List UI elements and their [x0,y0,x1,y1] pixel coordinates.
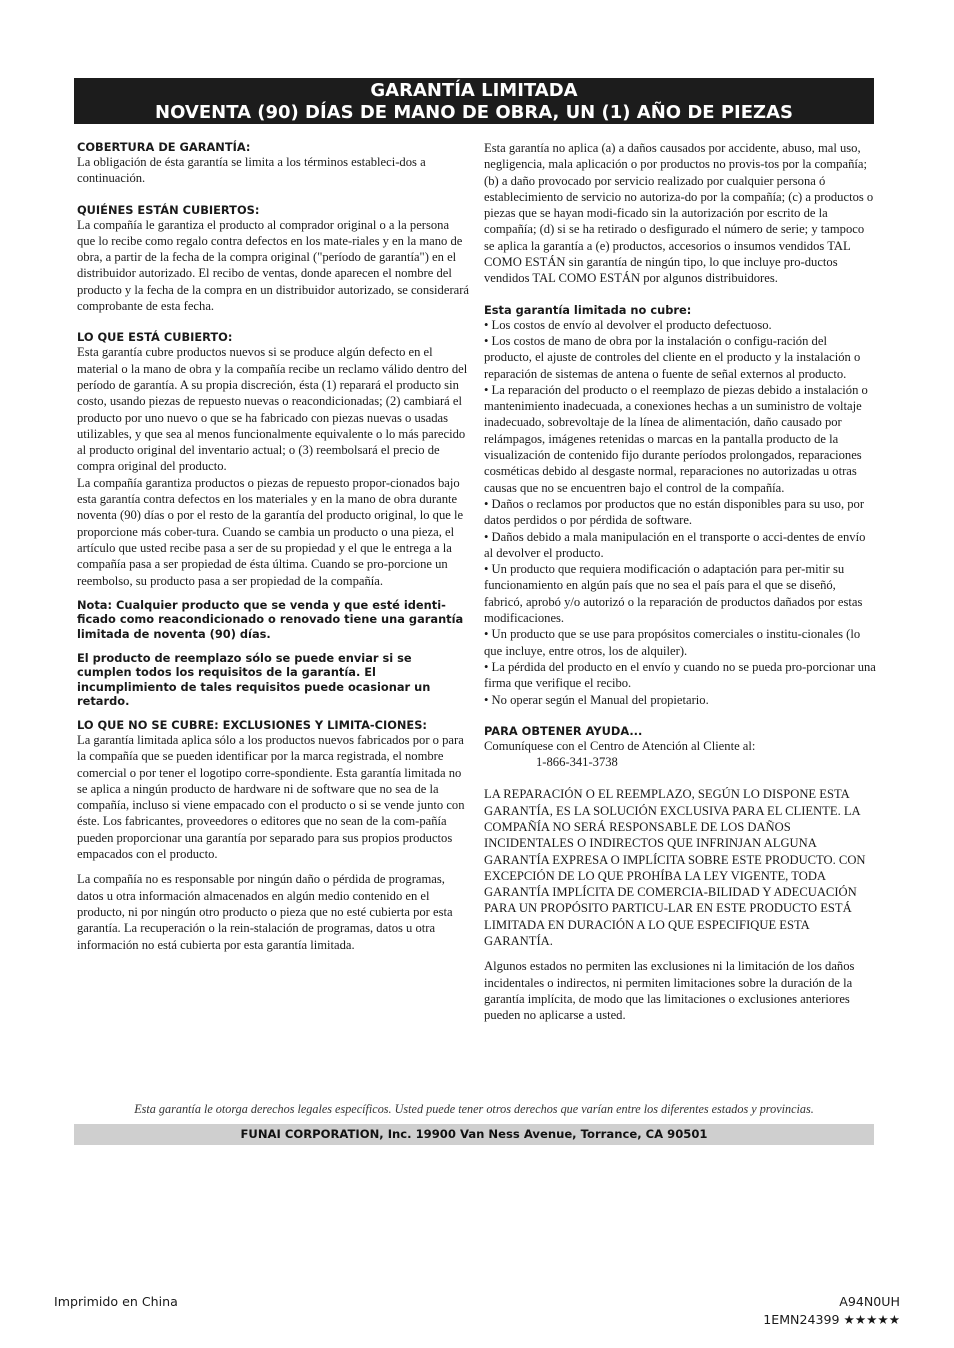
title-line2: NOVENTA (90) DÍAS DE MANO DE OBRA, UN (1) AÑO DE PIEZAS [155,102,793,123]
list-item: • Daños o reclamos por productos que no están disponibles para su uso, por datos perdidos o por pérdida de software. [484,496,865,528]
quienes-text: La compañía le garantiza el producto al comprador original o a la persona que lo recibe como regalo contra defectos en los mate-riales y en la mano de obra, a partir de la fecha de la compra original ("período de garantía") en el distribuidor autorizado. El recibo de ventas, donde aparecen el nombre del producto y la fecha de la compra en un distribuidor autorizado, se considerará comprobante de esta fecha. [77,217,470,314]
list-item: • Los costos de mano de obra por la instalación o configu-ración del producto, el ajuste de controles del cliente en el producto y la instalación o reparación de sistemas de antena o fuente de señal externos al producto. [484,333,861,381]
list-item: • No operar según el Manual del propietario. [484,692,709,707]
left-column [77,140,469,953]
printed-in: Imprimido en China [54,1294,178,1309]
title-line1: GARANTÍA LIMITADA [370,80,578,101]
phone-number: 1-866-341-3738 [536,755,618,770]
exclusiones-text-1: La garantía limitada aplica sólo a los productos nuevos fabricados por o para la compañía que se pueden identificar por la marca registrada, el nombre comercial o por tener el logotipo corre-spondiente. Esta garantía limitada no se aplica a ningún producto de hardware ni de software que no sea de la compañía, incluso si viene empacado con el producto o si se vende junto con éste. Los fabricantes, proveedores o editores que no sean de la com-pañía pueden proporcionar una garantía por separado para sus propios productos empacados con el producto. [77,732,465,862]
list-item: • La reparación del producto o el reemplazo de piezas debido a instalación o mantenimiento inadecuada, a conexiones hechas a un suministro de voltaje inadecuado, sobrevoltaje de la línea de alimentación, daño causado por relámpagos, imágenes retenidas o marcas en la pantalla producto de la visualización de contenido fijo durante períodos prolongados, reparaciones cosméticas debido al desgaste normal, reparaciones no autorizadas u otras causas que no se encuentren bajo el control de la compañía. [484,382,868,495]
list-item: • Daños debido a mala manipulación en el transporte o acci-dentes de envío al devolver el producto. [484,529,866,560]
nota-text: Nota: Cualquier producto que se venda y que esté identi-ficado como reacondicionado o renovado tiene una garantía limitada de noventa (90) días. [77,597,464,642]
rights-disclaimer: Esta garantía le otorga derechos legales específicos. Usted puede tener otros derechos que varían entre los diferentes estados y provincias. [134,1102,814,1116]
ayuda-text: Comuníquese con el Centro de Atención al Cliente al: [484,738,756,753]
no-cubre-list [484,317,876,708]
quienes-heading: QUIÉNES ESTÁN CUBIERTOS: [77,202,260,217]
cobertura-text: La obligación de ésta garantía se limita a los términos estableci-dos a continuación. [77,155,426,186]
cubierto-heading: LO QUE ESTÁ CUBIERTO: [77,330,233,345]
doc-code-secondary: 1EMN24399 ★★★★★ [763,1312,900,1327]
list-item: • Un producto que requiera modificación o adaptación para per-mitir su funcionamiento en algún país que no sea el país para el que se diseñó, fabricó, aprobó y/o autorizó o la reparación de productos dañados por estas modificaciones. [484,562,863,626]
right-column [484,140,876,1024]
reemplazo-text: El producto de reemplazo sólo se puede enviar si se cumplen todos los requisitos de la garantía. El incumplimiento de tales requisitos puede ocasionar un retardo. [77,650,431,709]
company-bar: FUNAI CORPORATION, Inc. 19900 Van Ness Avenue, Torrance, CA 90501 [74,1124,874,1145]
ayuda-heading: PARA OBTENER AYUDA... [484,723,643,738]
caps-disclaimer: LA REPARACIÓN O EL REEMPLAZO, SEGÚN LO DISPONE ESTA GARANTÍA, ES LA SOLUCIÓN EXCLUSIVA PARA EL CLIENTE. LA COMPAÑÍA NO SERÁ RESPONSABLE DE LOS DAÑOS INCIDENTALES O INDIRECTOS QUE INFRINJAN ALGUNA GARANTÍA EXPRESA O IMPLÍCITA SOBRE ESTE PRODUCTO. CON EXCEPCIÓN DE LO QUE PROHÍBA LA LEY VIGENTE, TODA GARANTÍA IMPLÍCITA DE COMERCIA-BILIDAD Y ADECUACIÓN PARA UN PROPÓSITO PARTICU-LAR EN ESTE PRODUCTO ESTÁ LIMITADA EN DURACIÓN A LO QUE ESPECIFIQUE ESTA GARANTÍA. [484,787,866,949]
cubierto-text-1: Esta garantía cubre productos nuevos si se produce algún defecto en el material o la mano de obra y la compañía recibe un reclamo válido dentro del período de garantía. A su propia discreción, ésta (1) reparará el producto sin costo, usando piezas de repuesto nuevas o reacondicionadas; (2) cambiará el producto por uno nuevo o que se ha fabricado con piezas nuevas o usadas utilizables, y que sea al menos funcionalmente equivalente o lo más parecido al producto original del inventario actual; o (3) reembolsará el precio de compra original del producto. [77,345,468,474]
title-banner [74,78,874,124]
no-cubre-heading: Esta garantía limitada no cubre: [484,302,692,317]
estados-text: Algunos estados no permiten las exclusiones ni la limitación de los daños incidentales o indirectos, ni permiten limitaciones sobre la duración de la garantía implícita, de modo que las limitaciones o exclusiones anteriores pueden no aplicarse a usted. [484,959,855,1023]
cubierto-text-2: La compañía garantiza productos o piezas de repuesto propor-cionados bajo esta garantía contra defectos en los materiales y en la mano de obra durante noventa (90) días o por el resto de la garantía del producto original, lo que le proporcione más cober-tura. Cuando se cambia un producto o una pieza, el artículo que usted recibe pasa a ser de su propiedad y el que le entrega a la compañía pasa a ser propiedad de ésta última. Cuando se pro-porcione un reembolso, su producto pasa a ser propiedad de la compañía. [77,475,464,588]
list-item: • Un producto que se use para propósitos comerciales o institu-cionales (lo que incluye, entre otros, los de alquiler). [484,627,861,658]
list-item: • La pérdida del producto en el envío y cuando no se pueda pro-porcionar una firma que verifique el recibo. [484,659,876,691]
doc-code: A94N0UH [839,1294,900,1309]
exclusiones-heading: LO QUE NO SE CUBRE: EXCLUSIONES Y LIMITA-CIONES: [77,717,427,732]
cobertura-heading: COBERTURA DE GARANTÍA: [77,140,251,154]
exclusiones-text-2: La compañía no es responsable por ningún daño o pérdida de programas, datos u otra información almacenados en algún medio contenido en el producto, ni por ningún otro producto o pieza que no esté cubierta por esta garantía. La recuperación o la rein-stalación de programas, datos u otra información no está cubierta por esta garantía limitada. [77,872,453,952]
no-aplica-text: Esta garantía no aplica (a) a daños causados por accidente, abuso, mal uso, negligencia, mala aplicación o por productos no provis-tos por la compañía; (b) a daño provocado por servicio realizado por cualquier persona ó establecimiento de servicio no autoriza-do por la compañía; (c) a productos o piezas que se hayan modi-ficado sin la autorización por escrito de la compañía; (d) si se ha retirado o desfigurado el número de serie; y tampoco se aplica la garantía a (e) productos, accesorios o insumos vendidos TAL COMO ESTÁN sin garantía de ningún tipo, lo que incluye pro-ductos vendidos TAL COMO ESTÁN por algunos distribuidores. [484,141,874,286]
list-item: • Los costos de envío al devolver el producto defectuoso. [484,317,772,332]
